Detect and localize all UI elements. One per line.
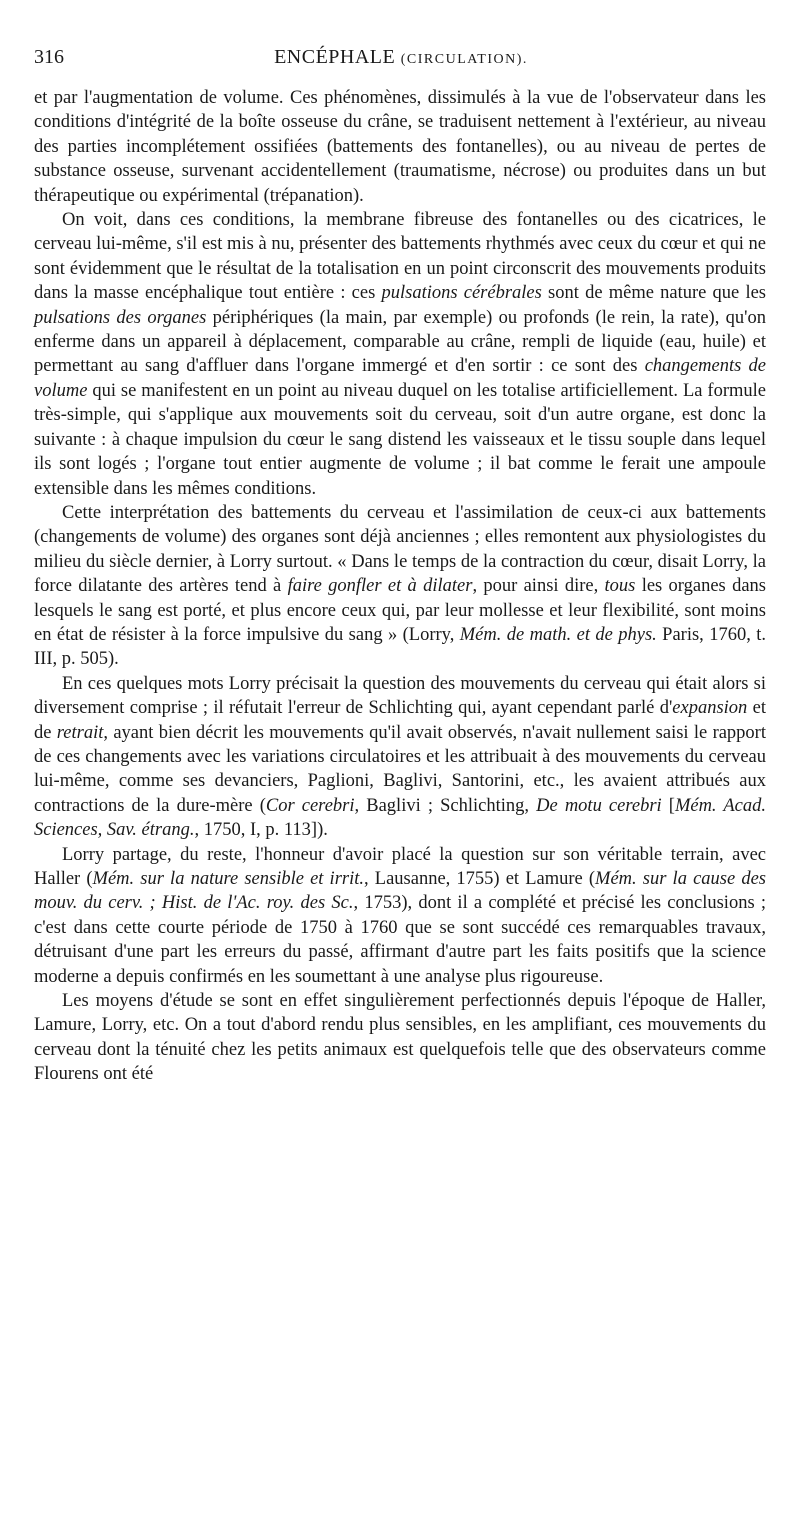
text-run: et par l'augmentation de volume. Ces phénomènes, dissimulés à la vue de l'observateur dans les conditions d'intégrité de la boîte osseuse du crâne, se traduisent nettement à l'extérieur, au niveau des parties incomplétement ossifiées (battements des fontanelles), ou au niveau de pertes de substance osseuse, survenant accidentellement (traumatisme, nécrose) ou produites dans un but thérapeutique ou expérimental (trépanation). bbox=[34, 88, 766, 206]
paragraph bbox=[34, 86, 766, 208]
text-run: sont de même nature que les bbox=[541, 283, 766, 304]
text-run: et de bbox=[34, 698, 766, 743]
paragraph bbox=[34, 843, 766, 989]
italic-text: expansion bbox=[672, 698, 748, 719]
text-run: périphériques (la main, par exemple) ou profonds (le rein, la rate), qu'on enferme dans un appareil à déplacement, comparable au crâne, rempli de liquide (eau, huile) et permettant au sang d'affluer dans l'organe immergé et d'en sortir : ce sont des bbox=[34, 307, 766, 377]
page-number: 316 bbox=[34, 46, 64, 68]
italic-text: pulsations des organes bbox=[34, 307, 207, 328]
italic-text: Mém. sur la cause des mouv. du cerv. ; Hist. de l'Ac. roy. des Sc. bbox=[34, 869, 767, 914]
italic-text: Cor cerebri bbox=[265, 795, 355, 816]
text-run: On voit, dans ces conditions, la membrane fibreuse des fontanelles ou des cicatrices, le cerveau lui-même, s'il est mis à nu, présenter des battements rhythmés avec ceux du cœur et qui ne sont évidemment que le résultat de la totalisation en un point circonscrit des mouvements produits dans la masse encéphalique tout entière : ces bbox=[34, 210, 766, 304]
italic-text: Mém. sur la nature sensible et irrit. bbox=[92, 869, 365, 889]
running-title-subtitle: (CIRCULATION). bbox=[400, 52, 528, 67]
text-run: En ces quelques mots Lorry précisait la question des mouvements du cerveau qui était alors si diversement comprise ; il réfutait l'erreur de Schlichting qui, ayant cependant parlé d' bbox=[34, 673, 766, 719]
text-run: , Baglivi ; Schlichting, bbox=[354, 795, 537, 816]
text-run: Cette interprétation des battements du cerveau et l'assimilation de ceux-ci aux battements (changements de volume) des organes sont déjà anciennes ; elles remontent aux physiologistes du milieu du siècle dernier, à Lorry surtout. « Dans le temps de la contraction du cœur, disait Lorry, la force dilatante des artères tend à bbox=[34, 502, 766, 597]
italic-text: changements de volume bbox=[34, 356, 767, 401]
italic-text: pulsations cérébrales bbox=[381, 283, 542, 304]
text-run: Paris, 1760, t. III, p. 505). bbox=[34, 624, 766, 670]
text-run: Les moyens d'étude se sont en effet singulièrement perfectionnés depuis l'époque de Haller, Lamure, Lorry, etc. On a tout d'abord rendu plus sensibles, en les amplifiant, ces mouvements du cerveau dont la ténuité chez les petits animaux est quelquefois telle que des observateurs comme Flourens ont été bbox=[34, 991, 766, 1085]
italic-text: faire gonfler et à dilater bbox=[287, 576, 473, 597]
italic-text: retrait bbox=[56, 722, 104, 743]
text-run: , ayant bien décrit les mouvements qu'il avait observés, n'avait nullement saisi le rapport de ces changements avec les variations circulatoires et les attribuait à des mouvements du cerveau lui-même, comme ses devanciers, Paglioni, Baglivi, Santorini, etc., les avaient attribués aux contractions de la dure-mère ( bbox=[34, 722, 766, 816]
text-run: , Lausanne, 1755) et Lamure ( bbox=[364, 869, 596, 889]
text-run: , pour ainsi dire, bbox=[472, 576, 605, 597]
italic-text: Mém. Acad. Sciences, Sav. étrang. bbox=[34, 795, 766, 841]
running-header bbox=[34, 46, 768, 78]
running-title-main: ENCÉPHALE bbox=[274, 46, 396, 68]
italic-text: tous bbox=[604, 576, 636, 597]
text-run: [ bbox=[661, 795, 675, 816]
paragraph bbox=[34, 672, 766, 843]
body-text bbox=[34, 86, 766, 1087]
text-run: Lorry partage, du reste, l'honneur d'avoir placé la question sur son véritable terrain, avec Haller ( bbox=[34, 844, 766, 889]
text-run: qui se manifestent en un point au niveau duquel on les totalise artificiellement. La formule très-simple, qui s'applique aux mouvements soit du cerveau, soit d'un autre organe, est donc la suivante : à chaque impulsion du cœur le sang distend les vaisseaux et le tissu souple dans lequel ils sont logés ; l'organe tout entier augmente de volume ; il bat comme le ferait une ampoule extensible dans les mêmes conditions. bbox=[34, 380, 766, 499]
text-run: , 1753), dont il a complété et précisé les conclusions ; c'est dans cette courte période de 1750 à 1760 que se sont succédé ces remarquables travaux, détruisant d'une part les erreurs du passé, affirmant d'autre part les faits positifs que la science moderne a depuis confirmés en les soumettant à une analyse plus rigoureuse. bbox=[34, 893, 766, 987]
text-run: les organes dans lesquels le sang est porté, et plus encore ceux qui, par leur mollesse et leur flexibilité, sont moins en état de résister à la force impulsive du sang » (Lorry, bbox=[34, 576, 766, 645]
running-title bbox=[34, 46, 768, 69]
paragraph bbox=[34, 208, 766, 501]
paragraph bbox=[34, 989, 766, 1087]
paragraph bbox=[34, 501, 766, 672]
italic-text: De motu cerebri bbox=[536, 795, 662, 816]
text-run: , 1750, I, p. 113]). bbox=[194, 820, 328, 841]
italic-text: Mém. de math. et de phys. bbox=[459, 624, 657, 645]
